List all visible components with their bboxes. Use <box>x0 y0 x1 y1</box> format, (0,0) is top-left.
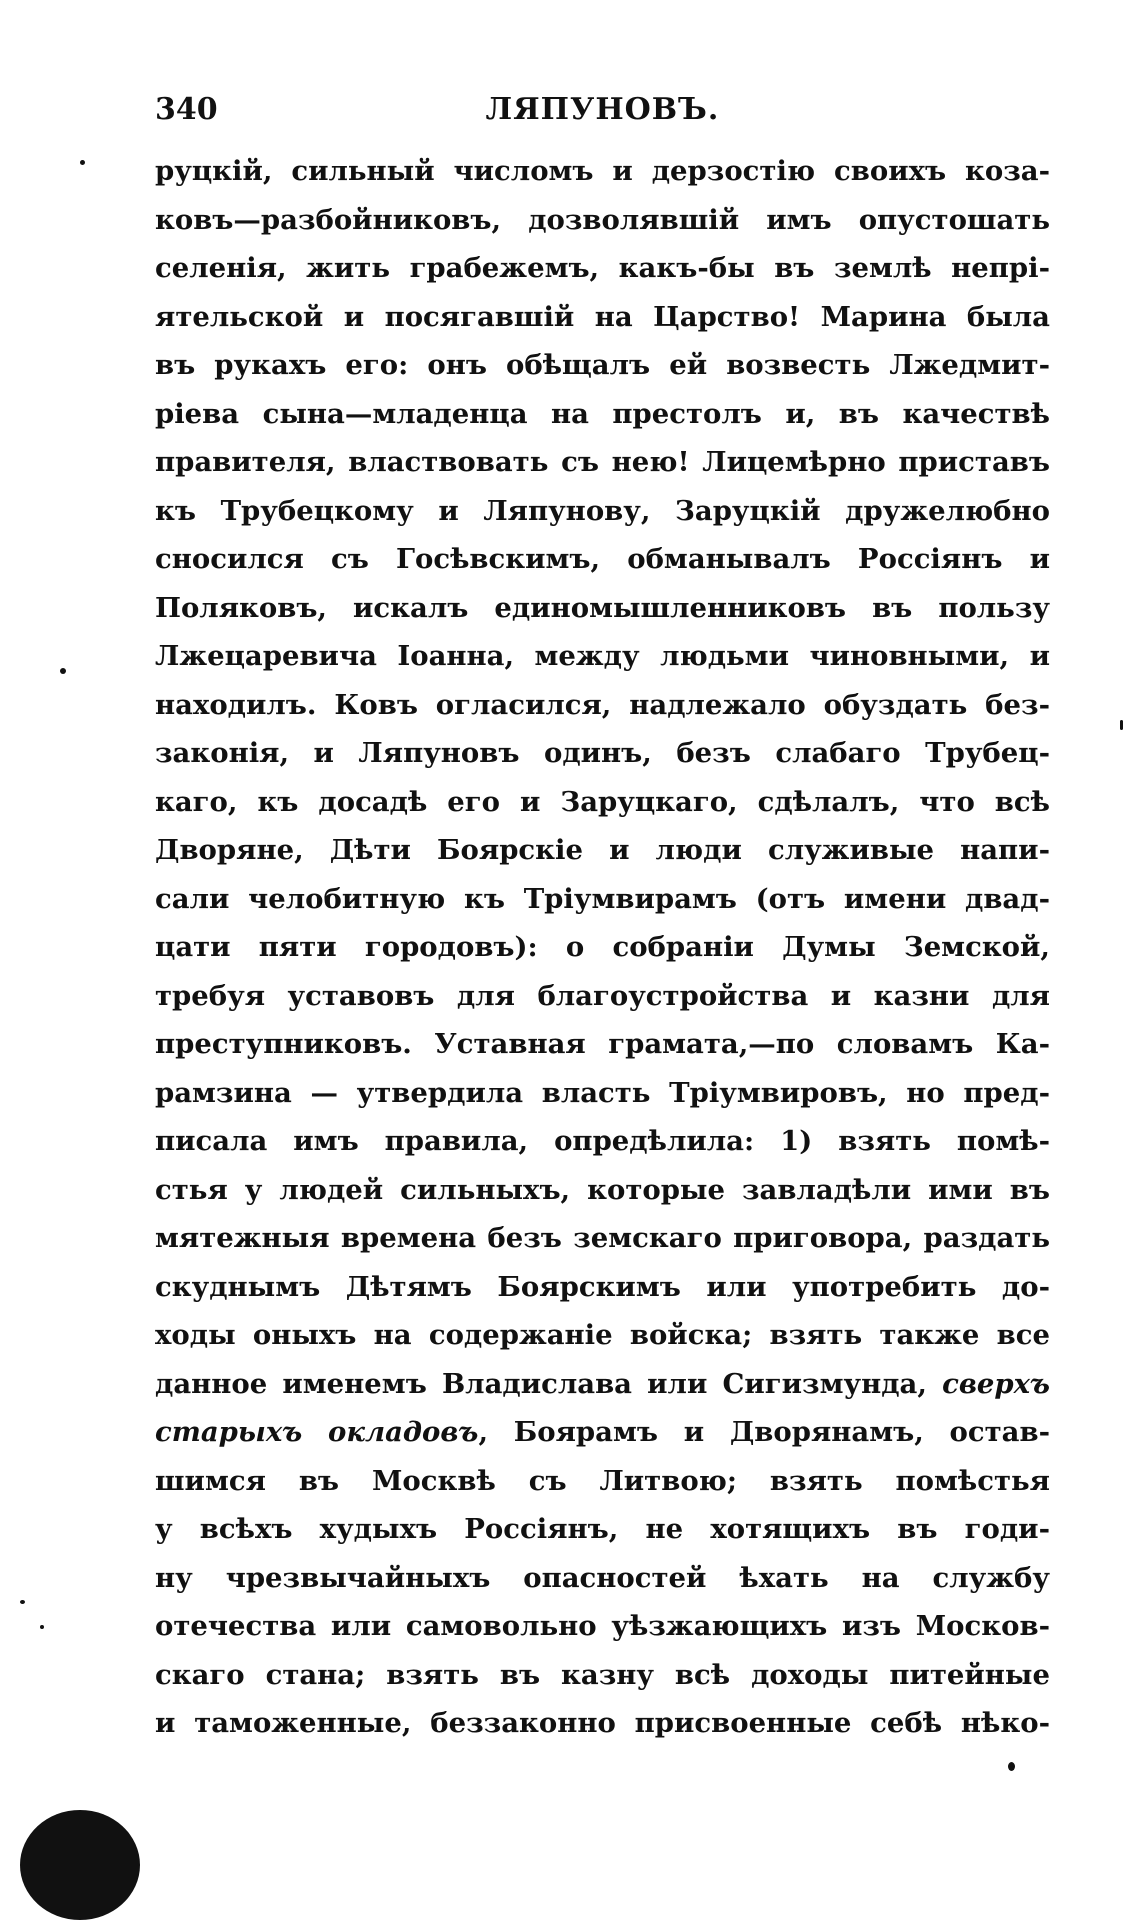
text-line: цати пяти городовъ): о собраніи Думы Земской, <box>155 931 1050 963</box>
text-line: законія, и Ляпуновъ одинъ, безъ слабаго Трубец- <box>155 737 1050 769</box>
running-title: ЛЯПУНОВЪ. <box>485 92 720 127</box>
text-line: рамзина — утвердила власть Тріумвировъ, но пред- <box>155 1076 1050 1109</box>
italic-phrase: старыхъ окладовъ <box>155 1416 479 1448</box>
text-line: находилъ. Ковъ огласился, надлежало обуздать без- <box>155 688 1050 721</box>
ink-blot <box>20 1810 140 1920</box>
text-line: стья у людей сильныхъ, которые завладѣли ими въ <box>155 1173 1050 1206</box>
text-line: въ рукахъ его: онъ обѣщалъ ей возвесть Лжедмит- <box>155 349 1050 381</box>
text-line: къ Трубецкому и Ляпунову, Заруцкій дружелюбно <box>155 494 1050 527</box>
text-line: Дворяне, Дѣти Боярскіе и люди служивые напи- <box>155 834 1050 866</box>
page-number: 340 <box>155 92 218 127</box>
ink-speck <box>1008 1762 1015 1771</box>
text-line: сносился съ Госѣвскимъ, обманывалъ Россіянъ и <box>155 543 1050 575</box>
text-line: Поляковъ, искалъ единомышленниковъ въ пользу <box>155 591 1050 624</box>
text-line: Лжецаревича Іоанна, между людьми чиновными, и <box>155 640 1050 672</box>
text-line: мятежныя времена безъ земскаго приговора, раздать <box>155 1222 1050 1254</box>
text-line: преступниковъ. Уставная грамата,—по словамъ Ка- <box>155 1028 1050 1060</box>
text-line: шимся въ Москвѣ съ Литвою; взять помѣстья <box>155 1464 1050 1497</box>
text-line: и таможенные, беззаконно присвоенные себѣ нѣко- <box>155 1707 1050 1739</box>
text-line: ріева сына—младенца на престолъ и, въ качествѣ <box>155 397 1050 430</box>
text-line: руцкій, сильный числомъ и дерзостію своихъ коза- <box>155 155 1050 187</box>
text-line: отечества или самовольно уѣзжающихъ изъ Москов- <box>155 1610 1050 1642</box>
text-line: селенія, жить грабежемъ, какъ-бы въ землѣ непрі- <box>155 252 1050 284</box>
text-line: сали челобитную къ Тріумвирамъ (отъ имени двад- <box>155 882 1050 915</box>
text-line: скуднымъ Дѣтямъ Боярскимъ или употребить до- <box>155 1270 1050 1303</box>
text-line: требуя уставовъ для благоустройства и казни для <box>155 979 1050 1012</box>
ink-speck <box>40 1625 44 1629</box>
body-text <box>155 147 1050 1748</box>
text-line: писала имъ правила, опредѣлила: 1) взять помѣ- <box>155 1125 1050 1157</box>
text-line: данное именемъ Владислава или Сигизмунда, сверхъ <box>155 1367 1050 1400</box>
text-line: правителя, властвовать съ нею! Лицемѣрно приставъ <box>155 446 1050 478</box>
page-header <box>155 92 1050 132</box>
text-line: у всѣхъ худыхъ Россіянъ, не хотящихъ въ годи- <box>155 1513 1050 1545</box>
ink-speck <box>60 668 66 674</box>
ink-speck <box>1120 720 1123 730</box>
text-line: ятельской и посягавшій на Царство! Марина была <box>155 300 1050 333</box>
ink-speck <box>20 1600 25 1604</box>
text-line: старыхъ окладовъ, Боярамъ и Дворянамъ, остав- <box>155 1416 1050 1448</box>
text-line: ну чрезвычайныхъ опасностей ѣхать на службу <box>155 1561 1050 1594</box>
italic-phrase: сверхъ <box>942 1367 1050 1400</box>
text-line: ходы оныхъ на содержаніе войска; взять также все <box>155 1319 1050 1351</box>
text-line: каго, къ досадѣ его и Заруцкаго, сдѣлалъ, что всѣ <box>155 785 1050 818</box>
text-line: скаго стана; взять въ казну всѣ доходы питейные <box>155 1658 1050 1691</box>
ink-speck <box>80 160 85 165</box>
text-line: ковъ—разбойниковъ, дозволявшій имъ опустошать <box>155 203 1050 236</box>
